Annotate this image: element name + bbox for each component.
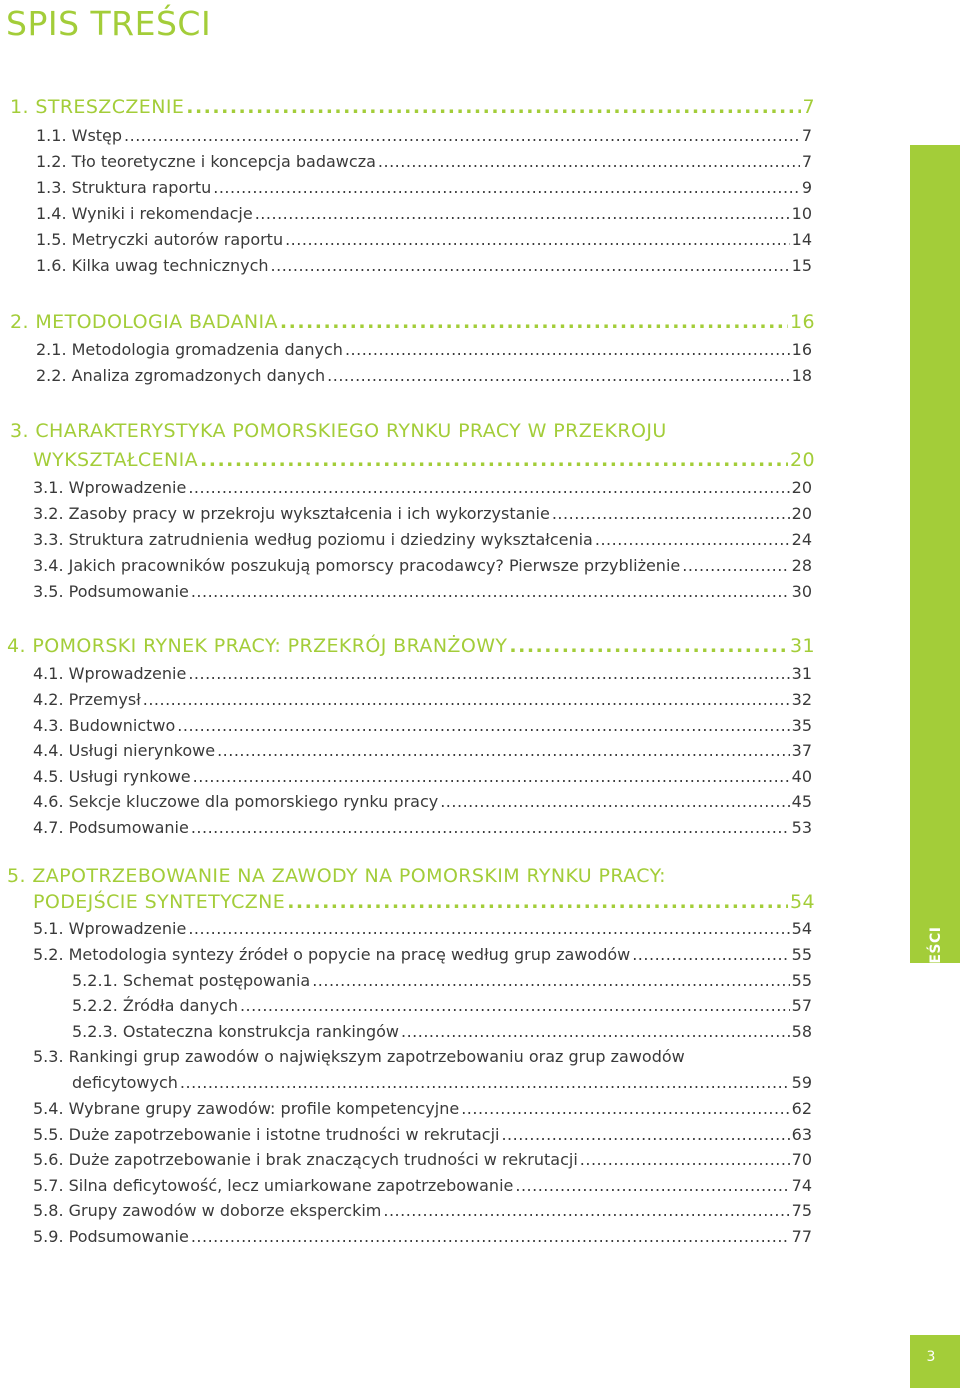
- toc-page: 20: [790, 449, 815, 471]
- toc-leader: [285, 230, 790, 249]
- page-number-badge: [910, 1335, 960, 1388]
- toc-entry-label[interactable]: 5.3. Rankingi grup zawodów o największym zapotrzebowaniu oraz grup zawodów: [33, 1047, 685, 1066]
- side-tab: [910, 145, 960, 1028]
- toc-entry-label: deficytowych: [72, 1073, 178, 1092]
- toc-entry[interactable]: [36, 340, 812, 359]
- toc-entry-label: 3.5. Podsumowanie: [33, 582, 189, 601]
- toc-page: 24: [791, 530, 812, 549]
- toc-section-label: 4. POMORSKI RYNEK PRACY: PRZEKRÓJ BRANŻOWY: [7, 635, 508, 657]
- toc-section-label: 2. METODOLOGIA BADANIA: [10, 311, 278, 333]
- toc-leader: [188, 919, 789, 938]
- toc-leader: [515, 1176, 789, 1195]
- toc-entry-label: 1.5. Metryczki autorów raportu: [36, 230, 284, 249]
- toc-section-label: WYKSZTAŁCENIA: [33, 449, 199, 471]
- toc-leader: [552, 504, 790, 523]
- toc-section-3-line1[interactable]: 3. CHARAKTERYSTYKA POMORSKIEGO RYNKU PRACY W PRZEKROJU: [10, 420, 667, 442]
- toc-entry-label: 1.4. Wyniki i rekomendacje: [36, 204, 253, 223]
- toc-leader: [383, 1201, 789, 1220]
- toc-page: 16: [790, 311, 815, 333]
- page-title: SPIS TREŚCI: [6, 4, 212, 43]
- toc-section-5[interactable]: [33, 891, 815, 913]
- toc-entry[interactable]: [36, 230, 812, 249]
- toc-entry-label: 4.1. Wprowadzenie: [33, 664, 187, 683]
- toc-leader: [580, 1150, 790, 1169]
- toc-entry[interactable]: [36, 204, 812, 223]
- toc-section-3[interactable]: [33, 449, 815, 471]
- side-tab-label: SPIS TREŚCI: [928, 926, 944, 1028]
- toc-entry[interactable]: [33, 1201, 812, 1220]
- toc-entry-label: 3.3. Struktura zatrudnienia według poziomu i dziedziny wykształcenia: [33, 530, 593, 549]
- toc-entry-label: 5.1. Wprowadzenie: [33, 919, 187, 938]
- toc-entry-label: 5.2. Metodologia syntezy źródeł o popycie na pracę według grup zawodów: [33, 945, 631, 964]
- toc-page: 18: [791, 366, 812, 385]
- toc-leader: [200, 449, 788, 471]
- toc-leader: [188, 664, 789, 683]
- toc-page: 15: [791, 256, 812, 275]
- toc-entry[interactable]: [33, 582, 812, 601]
- toc-entry-label: 5.4. Wybrane grupy zawodów: profile kompetencyjne: [33, 1099, 460, 1118]
- toc-entry[interactable]: [36, 152, 812, 171]
- toc-page: 70: [791, 1150, 812, 1169]
- toc-entry-label: 4.4. Usługi nierynkowe: [33, 741, 216, 760]
- toc-entry-label: 2.2. Analiza zgromadzonych danych: [36, 366, 326, 385]
- toc-entry-label: 4.5. Usługi rynkowe: [33, 767, 191, 786]
- toc-entry[interactable]: [72, 1022, 812, 1041]
- toc-leader: [501, 1125, 789, 1144]
- toc-page: 58: [791, 1022, 812, 1041]
- toc-entry[interactable]: [36, 256, 812, 275]
- toc-entry-label: 3.1. Wprowadzenie: [33, 478, 187, 497]
- toc-page: 57: [791, 996, 812, 1015]
- toc-page: 30: [791, 582, 812, 601]
- toc-page: 16: [791, 340, 812, 359]
- toc-leader: [327, 366, 790, 385]
- toc-entry[interactable]: [33, 556, 812, 575]
- toc-page: 7: [801, 126, 812, 145]
- toc-leader: [461, 1099, 789, 1118]
- toc-entry[interactable]: [33, 767, 812, 786]
- toc-leader: [193, 767, 790, 786]
- page-number: 3: [926, 1349, 936, 1365]
- toc-page: 28: [791, 556, 812, 575]
- toc-entry[interactable]: [33, 818, 812, 837]
- toc-entry-label: 5.2.1. Schemat postępowania: [72, 971, 311, 990]
- toc-entry-label: 4.2. Przemysł: [33, 690, 141, 709]
- toc-section-2[interactable]: [10, 311, 815, 333]
- toc-entry[interactable]: [36, 126, 812, 145]
- toc-entry-label: 4.7. Podsumowanie: [33, 818, 189, 837]
- toc-entry[interactable]: [33, 690, 812, 709]
- toc-leader: [271, 256, 790, 275]
- toc-entry[interactable]: [33, 504, 812, 523]
- toc-page: 37: [791, 741, 812, 760]
- toc-page: 7: [802, 96, 815, 118]
- toc-entry[interactable]: [33, 1099, 812, 1118]
- toc-page: 75: [791, 1201, 812, 1220]
- toc-entry-label: 1.1. Wstęp: [36, 126, 123, 145]
- toc-entry[interactable]: [72, 1073, 812, 1092]
- toc-entry[interactable]: [36, 366, 812, 385]
- toc-section-4[interactable]: [7, 635, 815, 657]
- toc-leader: [188, 478, 789, 497]
- toc-entry[interactable]: [33, 1125, 812, 1144]
- toc-page: 14: [791, 230, 812, 249]
- toc-entry[interactable]: [33, 945, 812, 964]
- toc-section-label: PODEJŚCIE SYNTETYCZNE: [33, 891, 286, 913]
- toc-leader: [177, 716, 789, 735]
- toc-page: 35: [791, 716, 812, 735]
- toc-leader: [632, 945, 789, 964]
- toc-leader: [312, 971, 789, 990]
- toc-leader: [191, 1227, 790, 1246]
- toc-entry-label: 4.3. Budownictwo: [33, 716, 176, 735]
- toc-leader: [143, 690, 790, 709]
- toc-page: 40: [791, 767, 812, 786]
- toc-page: 74: [791, 1176, 812, 1195]
- toc-leader: [255, 204, 790, 223]
- toc-leader: [213, 178, 800, 197]
- toc-entry-label: 3.2. Zasoby pracy w przekroju wykształcenia i ich wykorzystanie: [33, 504, 550, 523]
- toc-leader: [186, 96, 800, 118]
- toc-leader: [682, 556, 789, 575]
- toc-leader: [509, 635, 788, 657]
- toc-page: 20: [791, 504, 812, 523]
- toc-entry[interactable]: [33, 792, 812, 811]
- toc-entry[interactable]: [33, 716, 812, 735]
- toc-entry-label: 5.2.2. Źródła danych: [72, 996, 238, 1015]
- toc-page: 7: [801, 152, 812, 171]
- toc-leader: [191, 818, 790, 837]
- toc-leader: [378, 152, 800, 171]
- toc-section-5-line1[interactable]: 5. ZAPOTRZEBOWANIE NA ZAWODY NA POMORSKIM RYNKU PRACY:: [7, 865, 666, 887]
- toc-page: 20: [791, 478, 812, 497]
- toc-entry[interactable]: [33, 530, 812, 549]
- toc-page: 31: [790, 635, 815, 657]
- toc-entry[interactable]: [33, 664, 812, 683]
- toc-entry[interactable]: [33, 919, 812, 938]
- toc-page: 55: [791, 945, 812, 964]
- toc-section-label: 1. STRESZCZENIE: [10, 96, 185, 118]
- toc-leader: [180, 1073, 790, 1092]
- toc-entry-label: 3.4. Jakich pracowników poszukują pomorscy pracodawcy? Pierwsze przybliżenie: [33, 556, 681, 575]
- toc-entry-label: 5.9. Podsumowanie: [33, 1227, 189, 1246]
- toc-entry[interactable]: [72, 971, 812, 990]
- toc-page: 53: [791, 818, 812, 837]
- toc-page: 59: [791, 1073, 812, 1092]
- toc-entry-label: 5.5. Duże zapotrzebowanie i istotne trudności w rekrutacji: [33, 1125, 500, 1144]
- toc-leader: [280, 311, 788, 333]
- toc-entry[interactable]: [36, 178, 812, 197]
- toc-entry-label: 5.8. Grupy zawodów w doborze eksperckim: [33, 1201, 382, 1220]
- toc-leader: [595, 530, 790, 549]
- toc-entry[interactable]: [33, 1150, 812, 1169]
- toc-entry-label: 4.6. Sekcje kluczowe dla pomorskiego rynku pracy: [33, 792, 439, 811]
- toc-leader: [217, 741, 790, 760]
- toc-entry-label: 2.1. Metodologia gromadzenia danych: [36, 340, 343, 359]
- toc-leader: [240, 996, 790, 1015]
- toc-page: 54: [791, 919, 812, 938]
- toc-page: 10: [791, 204, 812, 223]
- toc-entry-label: 1.6. Kilka uwag technicznych: [36, 256, 269, 275]
- toc-entry-label: 1.2. Tło teoretyczne i koncepcja badawcza: [36, 152, 376, 171]
- toc-leader: [124, 126, 800, 145]
- toc-entry[interactable]: [33, 741, 812, 760]
- toc-entry[interactable]: [33, 1176, 812, 1195]
- toc-section-1[interactable]: [10, 96, 815, 118]
- toc-leader: [345, 340, 790, 359]
- toc-leader: [287, 891, 788, 913]
- toc-leader: [191, 582, 790, 601]
- toc-leader: [440, 792, 789, 811]
- toc-page: 31: [791, 664, 812, 683]
- toc-page: 9: [801, 178, 812, 197]
- toc-page: 55: [791, 971, 812, 990]
- toc-entry[interactable]: [33, 1227, 812, 1246]
- toc-entry-label: 5.6. Duże zapotrzebowanie i brak znaczących trudności w rekrutacji: [33, 1150, 578, 1169]
- toc-page: 77: [791, 1227, 812, 1246]
- toc-entry-label: 1.3. Struktura raportu: [36, 178, 212, 197]
- toc-entry-label: 5.2.3. Ostateczna konstrukcja rankingów: [72, 1022, 399, 1041]
- toc-page: 54: [790, 891, 815, 913]
- toc-page: 62: [791, 1099, 812, 1118]
- toc-entry[interactable]: [33, 478, 812, 497]
- toc-page: 63: [791, 1125, 812, 1144]
- toc-page: 45: [791, 792, 812, 811]
- toc-page: 32: [791, 690, 812, 709]
- toc-entry[interactable]: [72, 996, 812, 1015]
- toc-entry-label: 5.7. Silna deficytowość, lecz umiarkowane zapotrzebowanie: [33, 1176, 514, 1195]
- toc-leader: [401, 1022, 790, 1041]
